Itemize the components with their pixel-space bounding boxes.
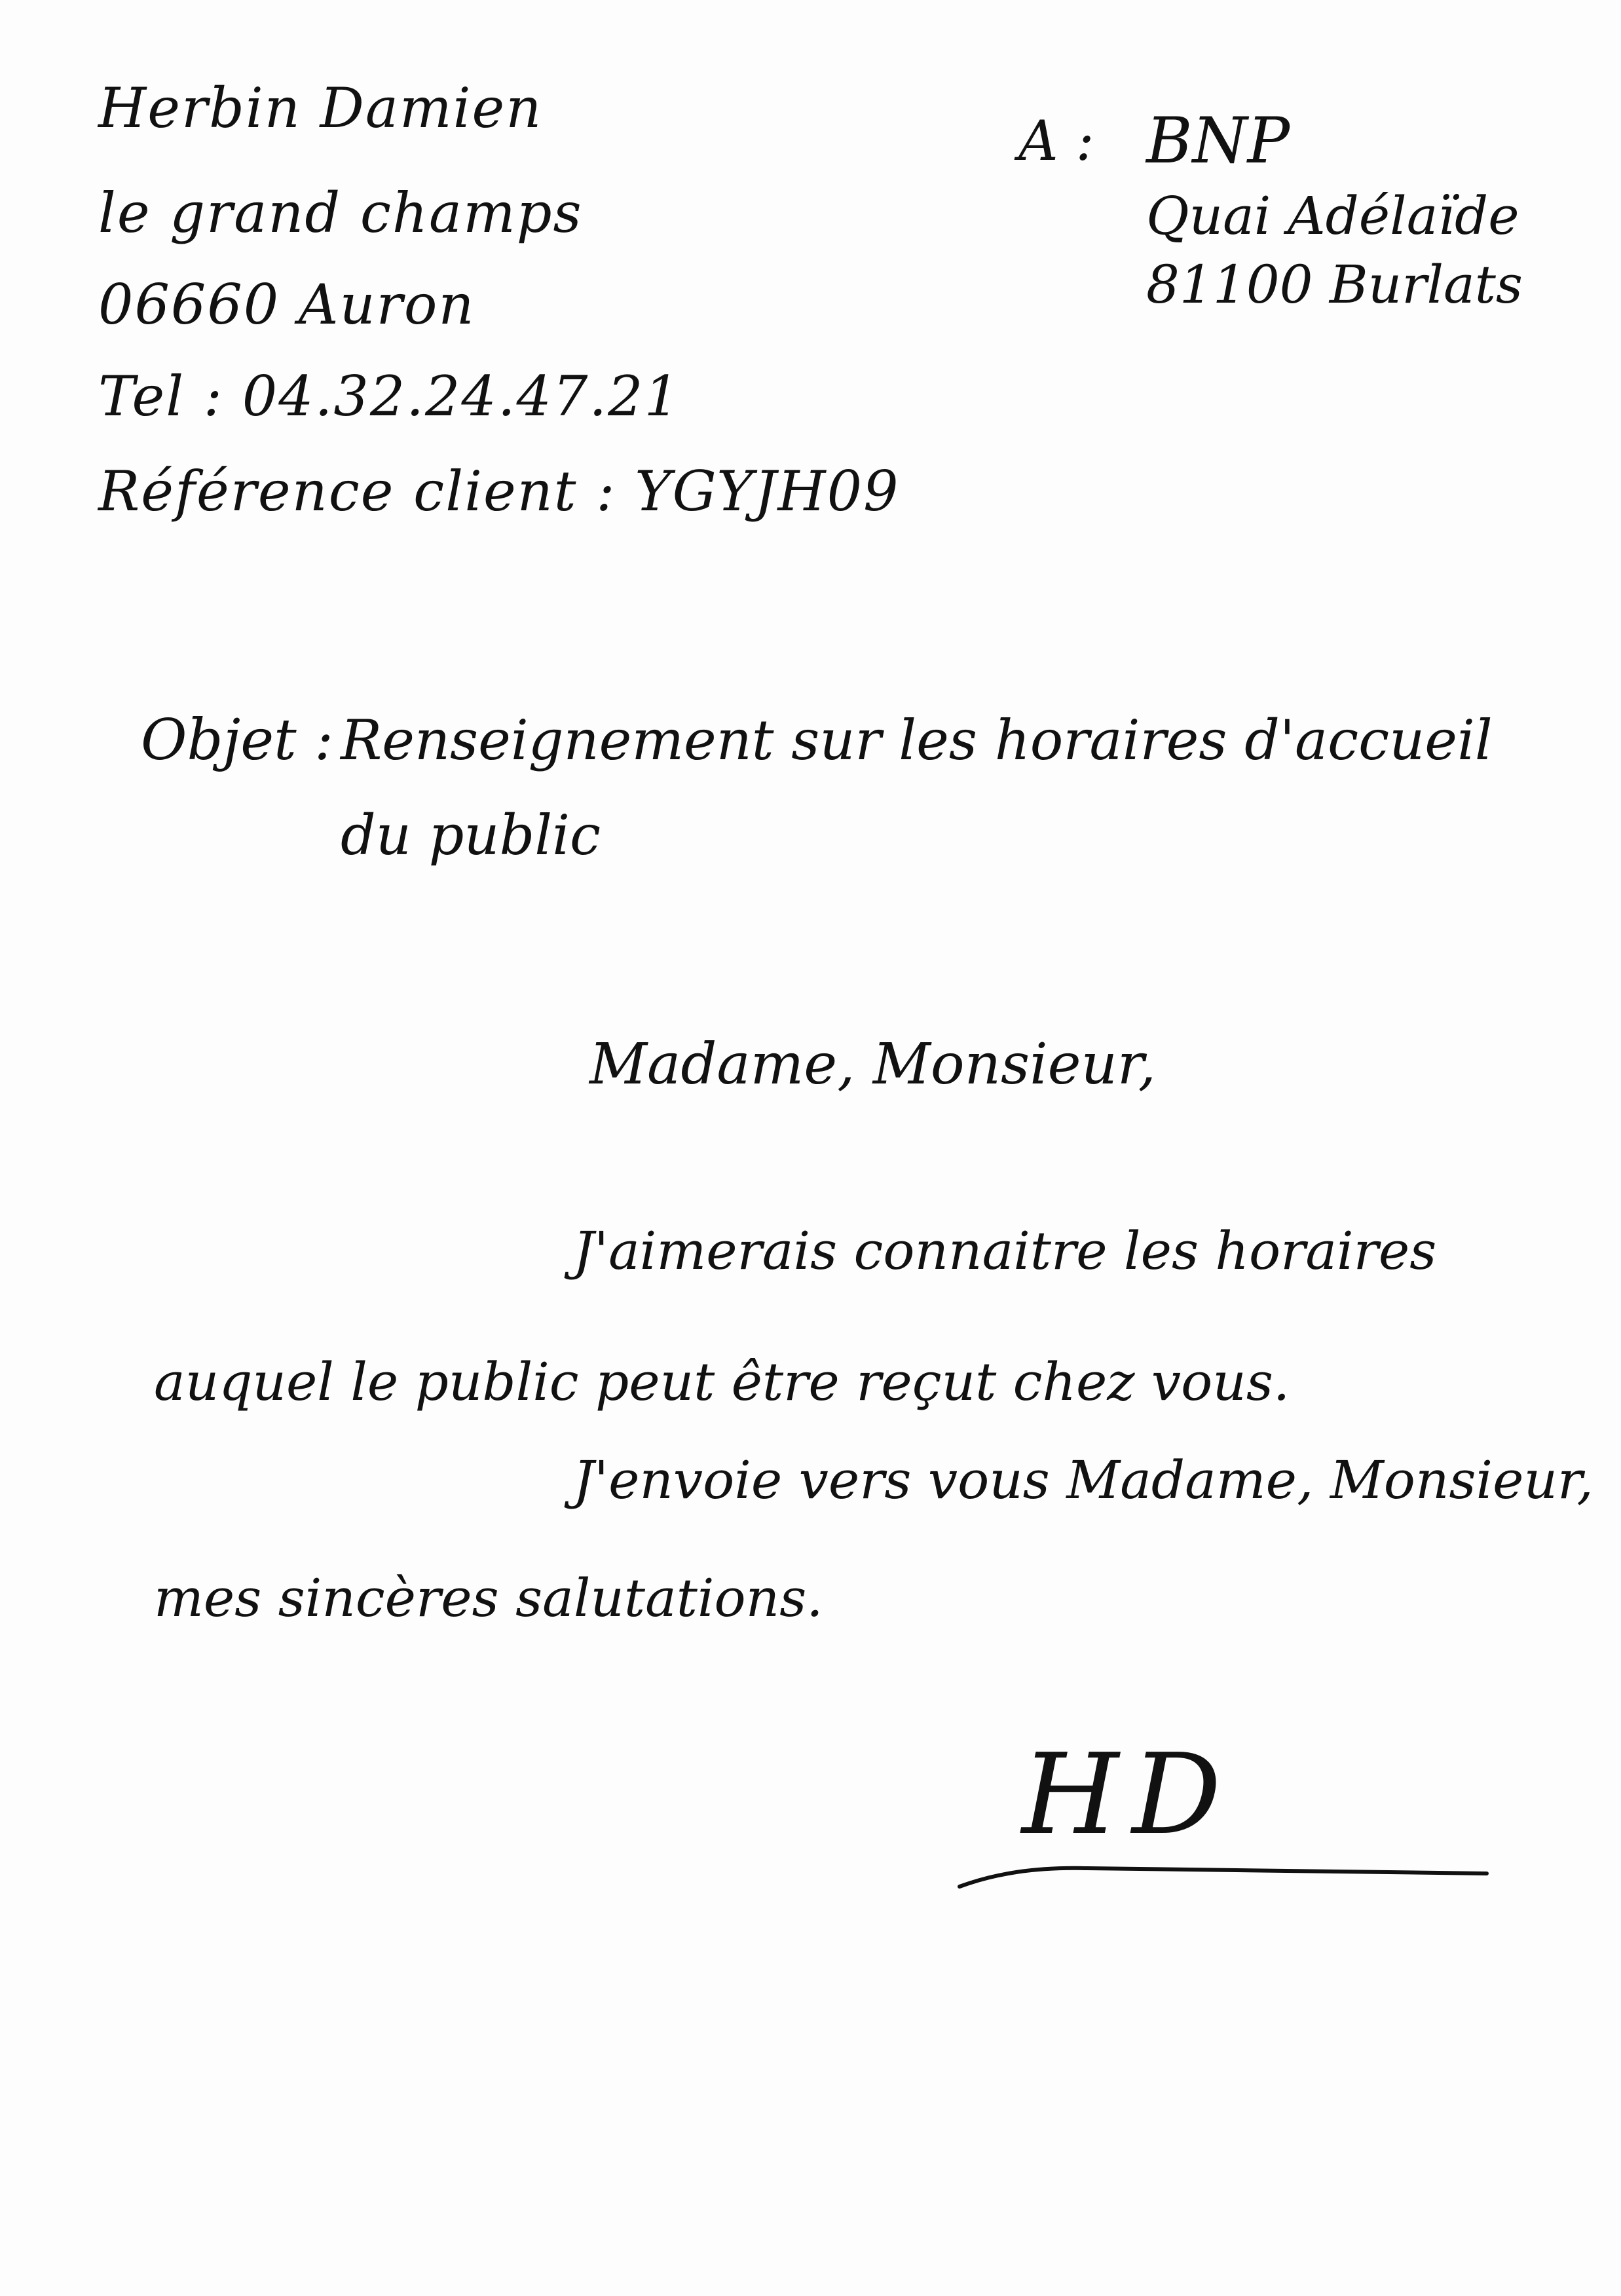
subject-text-line2: du public bbox=[341, 803, 601, 867]
recipient-city: 81100 Burlats bbox=[1146, 254, 1523, 315]
body-paragraph-1-line-2: auquel le public peut être reçut chez vous. bbox=[154, 1351, 1290, 1412]
body-paragraph-1-line-1: J'aimerais connaitre les horaires bbox=[573, 1220, 1437, 1281]
sender-street: le grand champs bbox=[98, 181, 583, 245]
recipient-name: BNP bbox=[1146, 104, 1290, 178]
salutation: Madame, Monsieur, bbox=[589, 1032, 1156, 1097]
recipient-label: A : bbox=[1018, 109, 1094, 173]
sender-client-reference: Référence client : YGYJH09 bbox=[98, 459, 900, 523]
sender-name: Herbin Damien bbox=[98, 76, 543, 140]
body-paragraph-2-line-2: mes sincères salutations. bbox=[154, 1568, 823, 1628]
subject-text-line1: Renseignement sur les horaires d'accueil bbox=[341, 708, 1493, 772]
body-paragraph-2-line-1: J'envoie vers vous Madame, Monsieur, bbox=[573, 1450, 1593, 1511]
recipient-street: Quai Adélaïde bbox=[1146, 185, 1519, 246]
subject-label: Objet : bbox=[141, 707, 333, 773]
signature-underline bbox=[956, 1860, 1493, 1900]
sender-city: 06660 Auron bbox=[98, 273, 475, 337]
signature-initials: HD bbox=[1022, 1730, 1235, 1860]
sender-phone: Tel : 04.32.24.47.21 bbox=[98, 364, 681, 428]
